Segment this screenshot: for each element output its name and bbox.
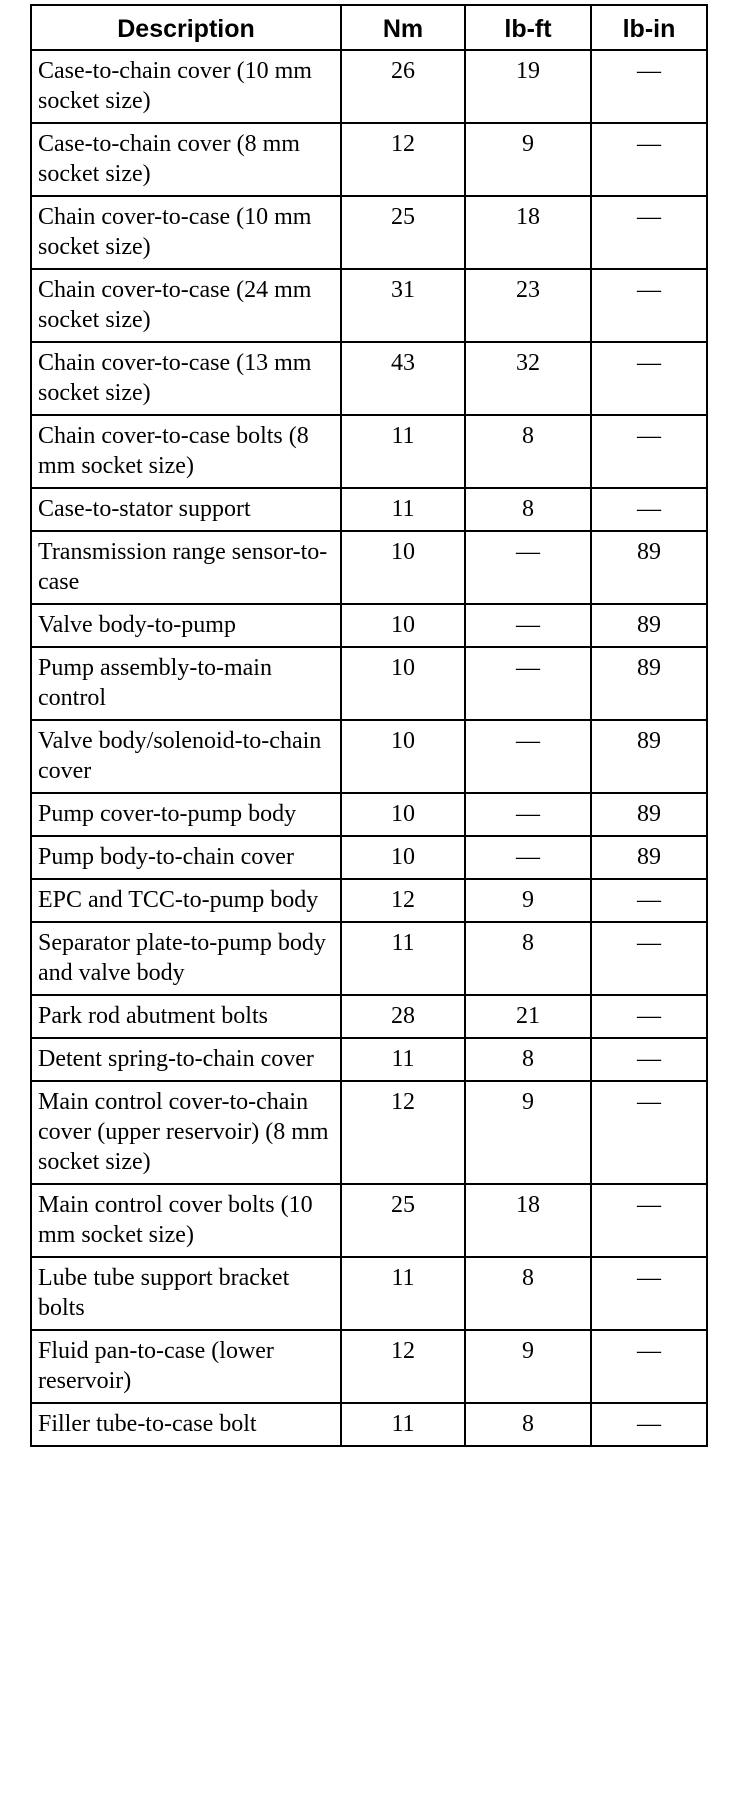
cell-nm: 25 — [341, 1184, 465, 1257]
cell-nm: 11 — [341, 1257, 465, 1330]
table-row — [31, 922, 707, 995]
cell-lb-in: 89 — [591, 720, 707, 793]
table-row — [31, 604, 707, 647]
cell-description: Valve body-to-pump — [31, 604, 341, 647]
cell-description: Pump body-to-chain cover — [31, 836, 341, 879]
cell-lb-ft: — — [465, 793, 591, 836]
cell-description: Detent spring-to-chain cover — [31, 1038, 341, 1081]
table-row — [31, 879, 707, 922]
cell-lb-in: — — [591, 879, 707, 922]
table-row — [31, 269, 707, 342]
cell-lb-ft: — — [465, 836, 591, 879]
cell-lb-in: — — [591, 1330, 707, 1403]
cell-description: Case-to-chain cover (8 mm socket size) — [31, 123, 341, 196]
cell-lb-ft: 23 — [465, 269, 591, 342]
table-body — [31, 50, 707, 1446]
cell-lb-in: — — [591, 196, 707, 269]
header-nm: Nm — [341, 5, 465, 50]
table-row — [31, 720, 707, 793]
cell-lb-in: — — [591, 1257, 707, 1330]
cell-lb-in: — — [591, 50, 707, 123]
torque-specification-table — [30, 4, 708, 1447]
cell-description: Lube tube support bracket bolts — [31, 1257, 341, 1330]
table-row — [31, 196, 707, 269]
cell-nm: 11 — [341, 415, 465, 488]
cell-description: Fluid pan-to-case (lower reservoir) — [31, 1330, 341, 1403]
cell-description: Case-to-stator support — [31, 488, 341, 531]
cell-description: Main control cover bolts (10 mm socket size) — [31, 1184, 341, 1257]
cell-lb-in: — — [591, 123, 707, 196]
table-row — [31, 1184, 707, 1257]
header-lb-in: lb-in — [591, 5, 707, 50]
cell-lb-ft: — — [465, 531, 591, 604]
cell-lb-ft: 8 — [465, 922, 591, 995]
cell-lb-ft: 21 — [465, 995, 591, 1038]
table-row — [31, 123, 707, 196]
cell-description: Pump cover-to-pump body — [31, 793, 341, 836]
cell-lb-in: — — [591, 1403, 707, 1446]
cell-nm: 10 — [341, 531, 465, 604]
cell-lb-ft: — — [465, 604, 591, 647]
cell-description: Filler tube-to-case bolt — [31, 1403, 341, 1446]
cell-description: Chain cover-to-case (24 mm socket size) — [31, 269, 341, 342]
cell-nm: 28 — [341, 995, 465, 1038]
cell-lb-ft: 8 — [465, 488, 591, 531]
cell-lb-ft: 18 — [465, 1184, 591, 1257]
cell-lb-in: 89 — [591, 531, 707, 604]
cell-lb-in: — — [591, 922, 707, 995]
cell-lb-in: 89 — [591, 647, 707, 720]
cell-description: Pump assembly-to-main control — [31, 647, 341, 720]
cell-nm: 12 — [341, 879, 465, 922]
table-row — [31, 531, 707, 604]
cell-nm: 10 — [341, 720, 465, 793]
cell-nm: 11 — [341, 488, 465, 531]
header-description: Description — [31, 5, 341, 50]
cell-lb-in: 89 — [591, 604, 707, 647]
cell-nm: 25 — [341, 196, 465, 269]
cell-nm: 11 — [341, 1403, 465, 1446]
table-row — [31, 647, 707, 720]
cell-lb-ft: 9 — [465, 879, 591, 922]
cell-lb-ft: 9 — [465, 1081, 591, 1184]
cell-lb-ft: 8 — [465, 1403, 591, 1446]
cell-lb-ft: 19 — [465, 50, 591, 123]
cell-lb-in: 89 — [591, 793, 707, 836]
cell-lb-ft: 18 — [465, 196, 591, 269]
table-row — [31, 488, 707, 531]
cell-lb-in: — — [591, 342, 707, 415]
header-lb-ft: lb-ft — [465, 5, 591, 50]
cell-lb-ft: 32 — [465, 342, 591, 415]
cell-nm: 10 — [341, 647, 465, 720]
header-row — [31, 5, 707, 50]
cell-lb-ft: 8 — [465, 415, 591, 488]
cell-nm: 12 — [341, 1081, 465, 1184]
cell-description: Case-to-chain cover (10 mm socket size) — [31, 50, 341, 123]
cell-lb-ft: 9 — [465, 123, 591, 196]
cell-nm: 26 — [341, 50, 465, 123]
cell-nm: 10 — [341, 836, 465, 879]
cell-lb-in: — — [591, 1038, 707, 1081]
cell-nm: 43 — [341, 342, 465, 415]
cell-nm: 10 — [341, 793, 465, 836]
cell-nm: 31 — [341, 269, 465, 342]
table-row — [31, 1081, 707, 1184]
cell-lb-in: — — [591, 269, 707, 342]
cell-description: Valve body/solenoid-to-chain cover — [31, 720, 341, 793]
cell-lb-ft: — — [465, 720, 591, 793]
table-row — [31, 50, 707, 123]
cell-description: Transmission range sensor-to-case — [31, 531, 341, 604]
cell-description: Main control cover-to-chain cover (upper reservoir) (8 mm socket size) — [31, 1081, 341, 1184]
cell-nm: 11 — [341, 922, 465, 995]
table-row — [31, 1257, 707, 1330]
cell-description: Separator plate-to-pump body and valve body — [31, 922, 341, 995]
cell-lb-in: — — [591, 1081, 707, 1184]
cell-lb-in: — — [591, 1184, 707, 1257]
cell-nm: 11 — [341, 1038, 465, 1081]
cell-nm: 12 — [341, 123, 465, 196]
cell-lb-in: — — [591, 995, 707, 1038]
cell-description: Chain cover-to-case bolts (8 mm socket size) — [31, 415, 341, 488]
cell-lb-ft: 9 — [465, 1330, 591, 1403]
cell-lb-in: — — [591, 415, 707, 488]
cell-description: Chain cover-to-case (10 mm socket size) — [31, 196, 341, 269]
cell-lb-ft: 8 — [465, 1038, 591, 1081]
cell-description: Park rod abutment bolts — [31, 995, 341, 1038]
cell-lb-ft: — — [465, 647, 591, 720]
table-row — [31, 342, 707, 415]
table-row — [31, 836, 707, 879]
cell-lb-ft: 8 — [465, 1257, 591, 1330]
table-row — [31, 793, 707, 836]
cell-lb-in: — — [591, 488, 707, 531]
cell-description: Chain cover-to-case (13 mm socket size) — [31, 342, 341, 415]
table-row — [31, 1330, 707, 1403]
cell-description: EPC and TCC-to-pump body — [31, 879, 341, 922]
cell-nm: 12 — [341, 1330, 465, 1403]
table-row — [31, 1403, 707, 1446]
table-header — [31, 5, 707, 50]
table-row — [31, 995, 707, 1038]
table-row — [31, 1038, 707, 1081]
table-row — [31, 415, 707, 488]
cell-lb-in: 89 — [591, 836, 707, 879]
cell-nm: 10 — [341, 604, 465, 647]
